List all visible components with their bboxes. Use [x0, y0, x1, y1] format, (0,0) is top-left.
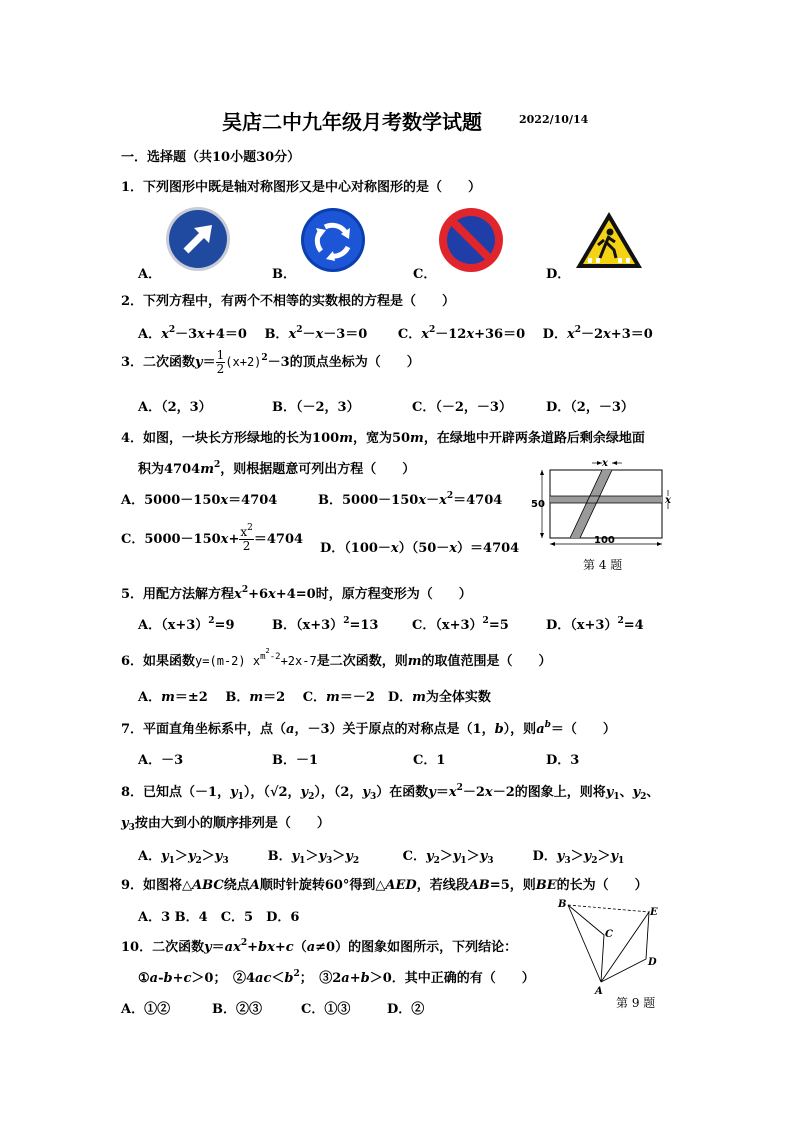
q4-option-c: C．5000－150x+ $\frac{x^2}{2}$ ＝4704: [121, 523, 304, 553]
q4-figure: [530, 456, 676, 552]
arrow-sign-icon: [164, 206, 232, 272]
q8-line2: $y_3$按由大到小的顺序排列是（ ）: [121, 816, 330, 833]
q3-stem-pre: 3．二次函数: [121, 355, 196, 370]
q10-stem: 10．二次函数$y=ax^2+bx+c(a\ne 0)$的图象如图所示，下列结论：: [121, 938, 518, 955]
section-heading: 一．选择题（共10小题30分）: [121, 150, 301, 165]
q5-option-a: A．$(x+3)^2=9$: [138, 616, 235, 633]
q2-options: A．$x^2-3x+4=0$ B．$x^2-x-3=0$ C．$x^2-12x+36=0$ D．$x^2-2x+3=0$: [138, 325, 653, 342]
q1-option-c: C．: [413, 267, 437, 282]
q1-option-b: B．: [272, 267, 296, 282]
q1-option-a: A．: [138, 267, 162, 282]
fig4-label-50: 50: [531, 499, 545, 510]
pedestrian-warning-sign-icon: [574, 210, 644, 270]
q7-stem: 7．平面直角坐标系中，点（a，－3）关于原点的对称点是（1，b），则$a^b=$（ ）: [121, 720, 616, 737]
fig4-label-100: 100: [594, 535, 615, 546]
q3-option-a: A．（2，3）: [138, 400, 212, 415]
q10-option-b: B．②③: [212, 1002, 262, 1017]
q5-option-c: C．$(x+3)^2=5$: [412, 616, 509, 633]
q7-option-a: A．－3: [138, 753, 184, 768]
fraction-x-squared-over-2: $\frac{x^2}{2}$: [240, 523, 253, 553]
q3-option-c: C．（－2，－3）: [412, 400, 512, 415]
q8-options: A．$y_1>y_2>y_3$ B．$y_1>y_3>y_2$ C．$y_2>y_1>y_3$ D．$y_3>y_2>y_1$: [138, 849, 625, 866]
q4-figure-caption: 第 4 题: [583, 558, 623, 572]
page-title: 吴店二中九年级月考数学试题: [222, 110, 482, 134]
q5-option-b: B．$(x+3)^2=13$: [272, 616, 379, 633]
fig9-label-E: E: [650, 907, 658, 918]
fig9-label-C: C: [605, 929, 613, 940]
q7-option-b: B．－1: [272, 753, 319, 768]
q10-conditions: ①a-b+c＞0； $②4ac<b^2$； ③2a+b＞0．其中正确的有（ ）: [138, 969, 535, 986]
q2-stem: 2．下列方程中，有两个不相等的实数根的方程是（ ）: [121, 294, 456, 309]
q1-option-d: D．: [546, 267, 571, 282]
fig4-label-x-top: x: [602, 458, 608, 469]
q5-option-d: D．$(x+3)^2=4$: [546, 616, 644, 633]
fig4-label-x-right: x: [665, 495, 671, 506]
q6-stem: 6．如果函数y=(m-2) $x^{m^2-2}+2x-7$是二次函数，则m的取值范围是（ ）: [121, 647, 552, 669]
q7-option-c: C．1: [413, 753, 446, 768]
q8-line1: 8．已知点（－1，$y_1$），（√2，$y_2$），（2，$y_3$）在函数$y=x^2-2x-2$的图象上，则将$y_1$、$y_2$、: [121, 783, 660, 802]
q7-option-d: D．3: [546, 753, 580, 768]
q4-line1: 4．如图，一块长方形绿地的长为100m，宽为50m，在绿地中开辟两条道路后剩余绿地面: [121, 431, 645, 446]
q3-stem-post: 的顶点坐标为（ ）: [289, 355, 420, 370]
fig9-label-D: D: [648, 957, 657, 968]
no-parking-sign-icon: [438, 207, 504, 273]
q5-stem: 5．用配方法解方程$x^2+6x+4=0$时，原方程变形为（ ）: [121, 585, 472, 602]
fig9-label-A: A: [595, 986, 603, 997]
q3-stem: 3．二次函数y＝ $\frac{1}{2}$ $(x+2)^2-3$的顶点坐标为（ ）: [121, 348, 420, 376]
q6-options: A．m＝±2 B．m＝2 C．m＝－2 D．m为全体实数: [138, 690, 491, 705]
q3-option-d: D．（2，－3）: [546, 400, 634, 415]
roundabout-sign-icon: [299, 207, 367, 273]
q4-option-a: A．5000－150x＝4704: [121, 493, 278, 508]
exam-date: 2022/10/14: [519, 113, 589, 126]
q4-option-b: B．$5000-150x-x^2=4704$: [318, 491, 503, 508]
q10-option-d: D．②: [387, 1002, 425, 1017]
q9-figure-caption: 第 9 题: [616, 996, 656, 1010]
q10-option-c: C．①③: [301, 1002, 351, 1017]
q3-option-b: B．（－2，3）: [272, 400, 360, 415]
q9-options: A．3 B．4 C．5 D．6: [138, 910, 300, 925]
q4-option-d: D．（100－x）（50－x）＝4704: [320, 541, 520, 556]
q9-figure: [554, 895, 664, 997]
q9-stem: 9．如图将△ABC绕点A顺时针旋转60°得到△AED，若线段AB=5，则BE的长为（ ）: [121, 878, 648, 893]
fig9-label-B: B: [558, 899, 567, 910]
q4-line2: 积为$4704m^2$，则根据题意可列出方程（ ）: [138, 460, 416, 477]
fraction-half: $\frac{1}{2}$: [216, 348, 225, 376]
q1-stem: 1．下列图形中既是轴对称图形又是中心对称图形的是（ ）: [121, 180, 482, 195]
q10-option-a: A．①②: [121, 1002, 171, 1017]
